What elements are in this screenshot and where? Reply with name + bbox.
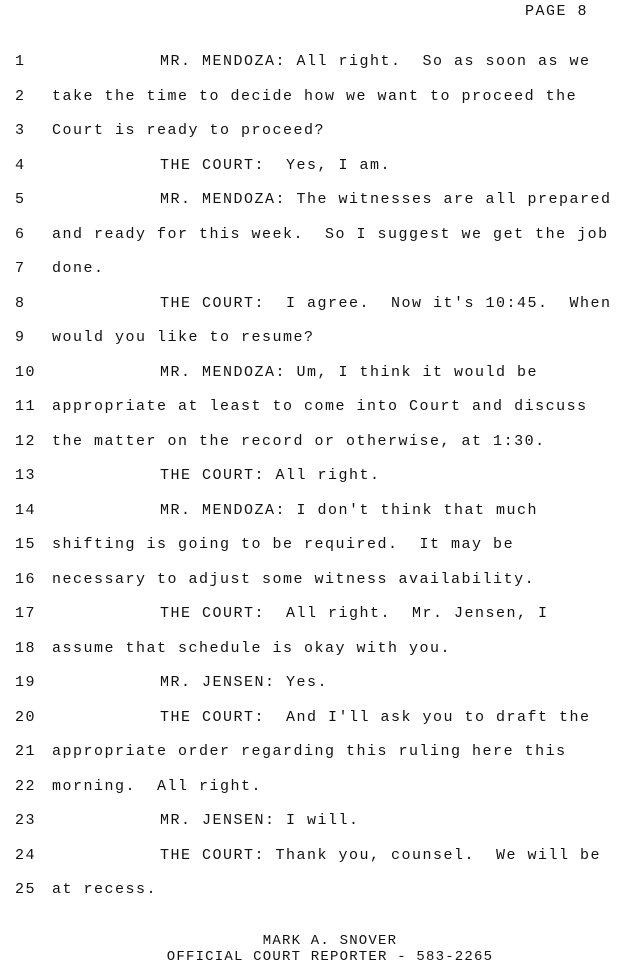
line-number: 10	[15, 363, 37, 381]
line-text: done.	[52, 260, 105, 277]
line-text: take the time to decide how we want to proceed the	[52, 87, 578, 105]
transcript-line	[0, 501, 630, 536]
line-number: 3	[15, 122, 26, 139]
line-number: 15	[15, 536, 37, 553]
line-number: 6	[15, 225, 26, 243]
transcript-line	[0, 742, 630, 777]
line-number: 4	[15, 156, 26, 174]
line-text: appropriate order regarding this ruling here this	[52, 743, 567, 760]
line-text: MR. JENSEN: Yes.	[160, 674, 329, 691]
transcript-line	[0, 121, 630, 156]
transcript-line	[0, 397, 630, 432]
line-number: 16	[15, 570, 37, 588]
line-text: necessary to adjust some witness availability.	[52, 570, 536, 588]
line-number: 14	[15, 501, 37, 519]
line-number: 12	[15, 432, 37, 450]
transcript-line	[0, 880, 630, 915]
line-number: 21	[15, 743, 37, 760]
line-text: THE COURT: Yes, I am.	[160, 156, 392, 174]
line-number: 19	[15, 674, 37, 691]
line-text: THE COURT: And I'll ask you to draft the	[160, 708, 591, 726]
line-text: THE COURT: I agree. Now it's 10:45. When	[160, 294, 612, 312]
transcript-line	[0, 225, 630, 260]
line-text: would you like to resume?	[52, 329, 315, 346]
transcript-line	[0, 52, 630, 87]
transcript-line	[0, 535, 630, 570]
line-number: 1	[15, 53, 26, 70]
reporter-title: OFFICIAL COURT REPORTER - 583-2265	[166, 949, 494, 965]
line-number: 13	[15, 467, 37, 484]
transcript-line	[0, 811, 630, 846]
line-number: 20	[15, 708, 37, 726]
transcript-line	[0, 363, 630, 398]
transcript-line	[0, 328, 630, 363]
transcript-line	[0, 777, 630, 812]
line-number: 11	[15, 398, 37, 415]
line-text: the matter on the record or otherwise, at 1:30.	[52, 432, 546, 450]
line-number: 22	[15, 777, 37, 795]
line-text: THE COURT: All right.	[160, 467, 381, 484]
transcript-line	[0, 294, 630, 329]
line-text: MR. JENSEN: I will.	[160, 812, 360, 829]
transcript-line	[0, 846, 630, 881]
transcript-line	[0, 604, 630, 639]
transcript-line	[0, 432, 630, 467]
transcript-line	[0, 708, 630, 743]
line-text: morning. All right.	[52, 777, 263, 795]
line-number: 17	[15, 605, 37, 622]
line-number: 5	[15, 191, 26, 208]
line-text: MR. MENDOZA: All right. So as soon as we	[160, 53, 591, 70]
transcript-line	[0, 190, 630, 225]
line-text: MR. MENDOZA: I don't think that much	[160, 501, 539, 519]
transcript-line	[0, 673, 630, 708]
line-text: appropriate at least to come into Court and discuss	[52, 398, 588, 415]
line-number: 18	[15, 639, 37, 657]
line-text: THE COURT: All right. Mr. Jensen, I	[160, 605, 549, 622]
transcript-body	[0, 52, 630, 915]
line-text: assume that schedule is okay with you.	[52, 639, 452, 657]
line-text: at recess.	[52, 881, 158, 898]
line-number: 24	[15, 846, 37, 864]
transcript-line	[0, 466, 630, 501]
line-number: 8	[15, 294, 26, 312]
line-number: 23	[15, 812, 37, 829]
transcript-line	[0, 639, 630, 674]
line-number: 2	[15, 87, 26, 105]
transcript-line	[0, 259, 630, 294]
line-number: 7	[15, 260, 26, 277]
line-text: Court is ready to proceed?	[52, 122, 326, 139]
transcript-line	[0, 156, 630, 191]
page-number: PAGE 8	[525, 3, 589, 20]
line-text: and ready for this week. So I suggest we get the job	[52, 225, 609, 243]
line-text: MR. MENDOZA: Um, I think it would be	[160, 363, 539, 381]
page-footer	[0, 933, 630, 965]
transcript-line	[0, 87, 630, 122]
line-text: MR. MENDOZA: The witnesses are all prepared	[160, 191, 612, 208]
line-text: shifting is going to be required. It may be	[52, 536, 515, 553]
reporter-name: MARK A. SNOVER	[262, 933, 398, 949]
line-number: 25	[15, 881, 37, 898]
line-text: THE COURT: Thank you, counsel. We will be	[160, 846, 602, 864]
transcript-line	[0, 570, 630, 605]
line-number: 9	[15, 329, 26, 346]
